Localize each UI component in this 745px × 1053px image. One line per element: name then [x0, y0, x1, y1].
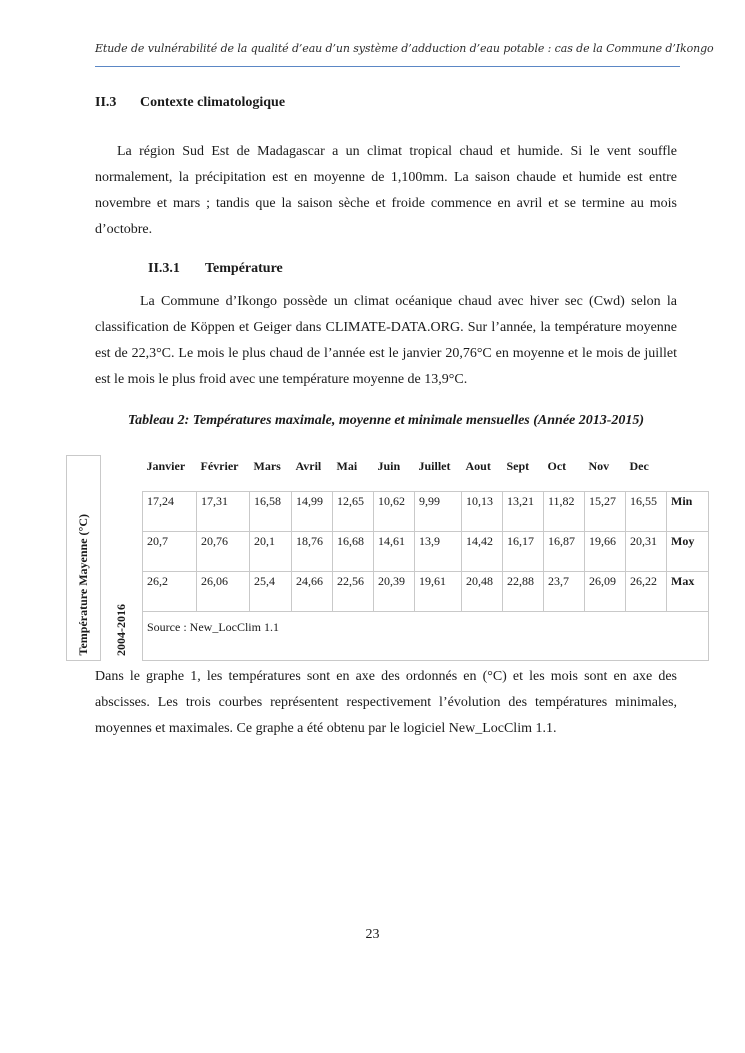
table-cell: 17,31 [197, 491, 250, 531]
section-number: II.3 [95, 95, 117, 110]
table-source: Source : New_LocClim 1.1 [143, 611, 709, 660]
row-label: Max [667, 571, 709, 611]
table-row [67, 491, 709, 531]
month-header: Février [200, 458, 239, 473]
table-cell: 16,68 [333, 531, 374, 571]
table-cell: 20,76 [197, 531, 250, 571]
table-cell: 20,7 [143, 531, 197, 571]
row-label: Min [667, 491, 709, 531]
table-cell: 16,55 [626, 491, 667, 531]
subsection-title: Température [205, 261, 283, 276]
month-header: Sept [506, 458, 530, 473]
header-rule [95, 66, 680, 67]
table-row [67, 571, 709, 611]
table-cell: 18,76 [292, 531, 333, 571]
temperature-table [66, 455, 709, 661]
graph-paragraph: Dans le graphe 1, les températures sont en axe des ordonnés en (°C) et les mois sont en axe des abscisses. Les trois courbes représentent respectivement l’évolution des températures minimales, moyennes et maximales. Ce graphe a été obtenu par le logiciel New_LocClim 1.1. [95, 669, 677, 736]
table-cell: 19,66 [585, 531, 626, 571]
table-cell: 16,58 [250, 491, 292, 531]
table-cell: 22,56 [333, 571, 374, 611]
table-cell: 20,39 [374, 571, 415, 611]
table-cell: 17,24 [143, 491, 197, 531]
side-label: Température Mayenne (°C) [76, 514, 90, 656]
table-cell: 10,62 [374, 491, 415, 531]
table-cell: 16,17 [503, 531, 544, 571]
table-cell: 12,65 [333, 491, 374, 531]
table-cell: 22,88 [503, 571, 544, 611]
month-header: Juin [377, 458, 401, 473]
month-header: Janvier [146, 458, 186, 473]
table-header-row [67, 456, 709, 492]
table-cell: 20,31 [626, 531, 667, 571]
table-cell: 9,99 [415, 491, 462, 531]
table-caption: Tableau 2: Températures maximale, moyenne et minimale mensuelles (Année 2013-2015) [127, 413, 645, 428]
month-header: Aout [465, 458, 491, 473]
subsection-heading [148, 261, 283, 277]
climate-paragraph: La région Sud Est de Madagascar a un climat tropical chaud et humide. Si le vent souffle normalement, la précipitation est en moyenne de 1,100mm. La saison chaude et humide est entre novembre et mars ; tandis que la saison sèche et froide commence en avril et se termine au mois d’octobre. [95, 144, 677, 237]
month-header: Dec [629, 458, 649, 473]
table-cell: 26,2 [143, 571, 197, 611]
table-cell: 25,4 [250, 571, 292, 611]
header-empty-cell [667, 456, 709, 492]
side-label-cell [67, 456, 101, 661]
table-cell: 14,99 [292, 491, 333, 531]
month-header: Nov [588, 458, 610, 473]
period-label-cell [101, 456, 143, 661]
table-cell: 23,7 [544, 571, 585, 611]
running-header: Etude de vulnérabilité de la qualité d’eau d’un système d’adduction d’eau potable : cas de la Commune d’Ikongo [95, 42, 714, 55]
table-cell: 14,61 [374, 531, 415, 571]
month-header: Avril [295, 458, 322, 473]
table-cell: 13,21 [503, 491, 544, 531]
subsection-number: II.3.1 [148, 261, 180, 276]
table-cell: 15,27 [585, 491, 626, 531]
table-cell: 19,61 [415, 571, 462, 611]
source-row [67, 611, 709, 660]
section-title: Contexte climatologique [140, 95, 286, 110]
month-header: Mars [253, 458, 281, 473]
section-heading [95, 95, 285, 111]
table-cell: 13,9 [415, 531, 462, 571]
month-header: Juillet [418, 458, 451, 473]
table-cell: 10,13 [462, 491, 503, 531]
table-cell: 20,1 [250, 531, 292, 571]
month-header: Oct [547, 458, 567, 473]
month-header: Mai [336, 458, 358, 473]
temperature-paragraph: La Commune d’Ikongo possède un climat océanique chaud avec hiver sec (Cwd) selon la classification de Köppen et Geiger dans CLIMATE-DATA.ORG. Sur l’année, la température moyenne est de 22,3°C. Le mois le plus chaud de l’année est le janvier 20,76°C en moyenne et le mois de juillet est le mois le plus froid avec une température moyenne de 13,9°C. [95, 294, 677, 387]
page-number: 23 [365, 927, 380, 942]
row-label: Moy [667, 531, 709, 571]
table-cell: 26,22 [626, 571, 667, 611]
table-cell: 26,06 [197, 571, 250, 611]
period-label: 2004-2016 [114, 604, 128, 656]
table-cell: 20,48 [462, 571, 503, 611]
table-row [67, 531, 709, 571]
table-cell: 26,09 [585, 571, 626, 611]
table-cell: 11,82 [544, 491, 585, 531]
table-cell: 14,42 [462, 531, 503, 571]
table-cell: 16,87 [544, 531, 585, 571]
table-cell: 24,66 [292, 571, 333, 611]
